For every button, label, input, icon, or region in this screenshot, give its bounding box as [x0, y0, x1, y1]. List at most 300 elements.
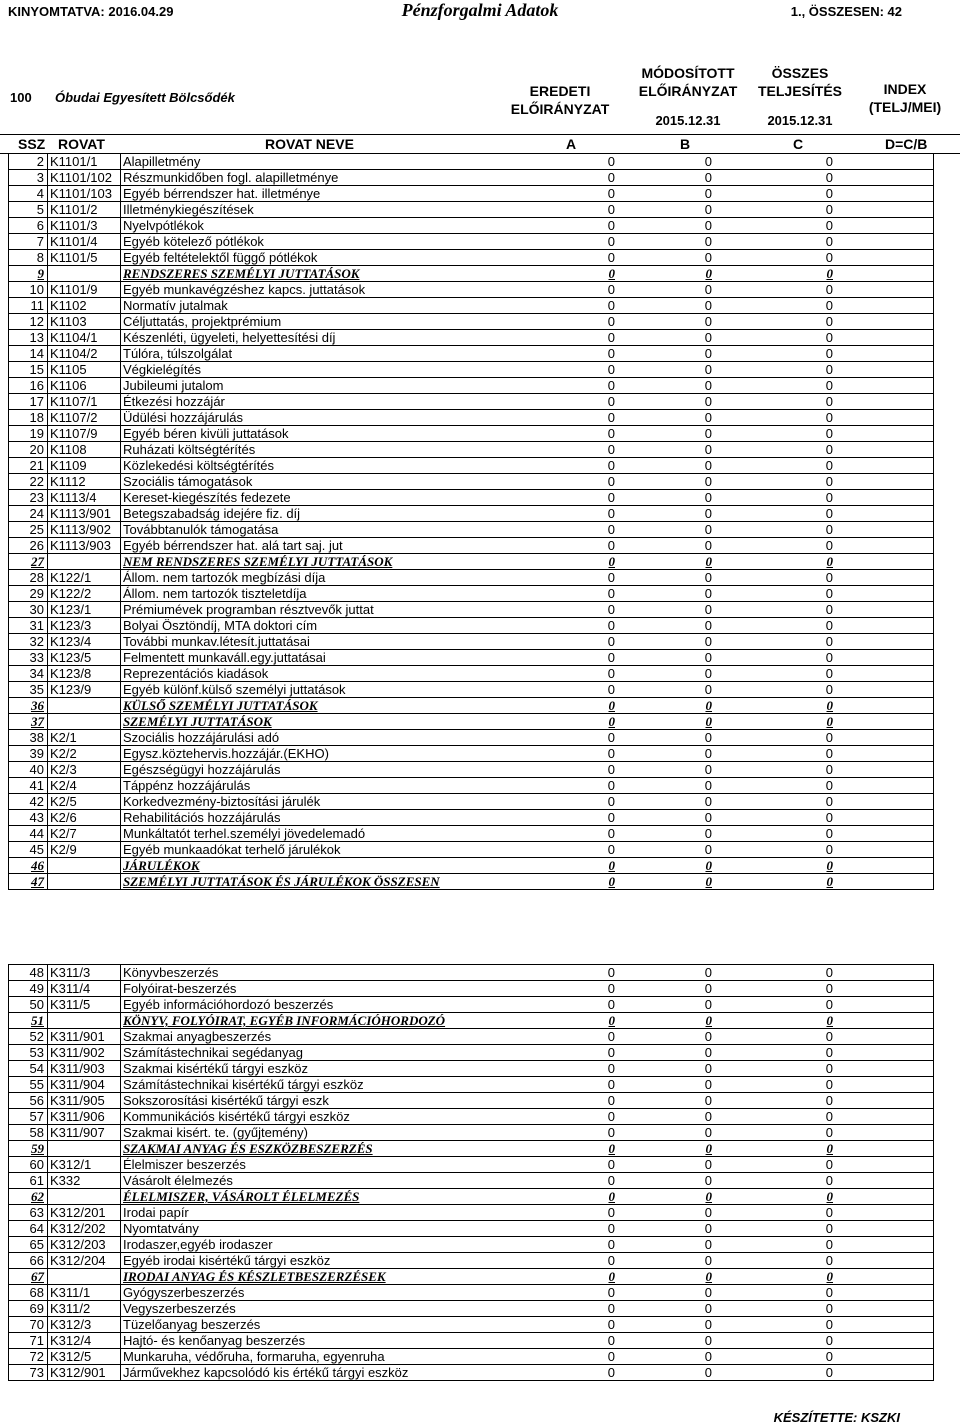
table-row [9, 522, 934, 538]
rovat-code: K2/5 [48, 794, 121, 810]
rovat-code: K2/4 [48, 778, 121, 794]
rovat-code [48, 874, 121, 890]
rovat-code: K1113/901 [48, 506, 121, 522]
value-a: 0 [455, 218, 615, 234]
value-c: 0 [712, 618, 833, 634]
rovat-code: K1106 [48, 378, 121, 394]
value-d [833, 1013, 934, 1029]
summary-row [9, 1141, 934, 1157]
col-modositott-line1: MÓDOSÍTOTT [641, 65, 735, 81]
rovat-code: K1101/5 [48, 250, 121, 266]
print-date: KINYOMTATVA: 2016.04.29 [8, 4, 174, 19]
value-d [833, 266, 934, 282]
rovat-name: Rehabilitációs hozzájárulás [121, 810, 456, 826]
value-a: 0 [455, 170, 615, 186]
value-d [833, 1061, 934, 1077]
value-b: 0 [615, 762, 712, 778]
value-c: 0 [712, 1349, 833, 1365]
row-number: 49 [9, 981, 48, 997]
row-number: 69 [9, 1301, 48, 1317]
value-b: 0 [615, 714, 712, 730]
value-a: 0 [455, 1237, 615, 1253]
rovat-code: K1108 [48, 442, 121, 458]
value-b: 0 [615, 730, 712, 746]
value-c: 0 [712, 634, 833, 650]
value-b: 0 [615, 1157, 712, 1173]
value-d [833, 1141, 934, 1157]
table-row [9, 442, 934, 458]
table-row [9, 234, 934, 250]
value-a: 0 [455, 858, 615, 874]
value-d [833, 1365, 934, 1381]
rovat-name: Vegyszerbeszerzés [121, 1301, 456, 1317]
table-row [9, 394, 934, 410]
value-a: 0 [455, 202, 615, 218]
rovat-name: Egyéb információhordozó beszerzés [121, 997, 456, 1013]
table-row [9, 810, 934, 826]
value-a: 0 [455, 1221, 615, 1237]
value-c: 0 [712, 570, 833, 586]
value-a: 0 [455, 1253, 615, 1269]
row-number: 30 [9, 602, 48, 618]
row-number: 58 [9, 1125, 48, 1141]
row-number: 39 [9, 746, 48, 762]
rovat-name: Folyóirat-beszerzés [121, 981, 456, 997]
value-c: 0 [712, 1189, 833, 1205]
value-d [833, 330, 934, 346]
rovat-name: SZAKMAI ANYAG ÉS ESZKÖZBESZERZÉS [121, 1141, 456, 1157]
value-d [833, 1157, 934, 1173]
value-b: 0 [615, 202, 712, 218]
value-b: 0 [615, 1221, 712, 1237]
col-osszes-header [740, 64, 860, 130]
row-number: 28 [9, 570, 48, 586]
value-c: 0 [712, 810, 833, 826]
row-number: 24 [9, 506, 48, 522]
value-b: 0 [615, 1061, 712, 1077]
value-a: 0 [455, 1205, 615, 1221]
row-number: 42 [9, 794, 48, 810]
value-b: 0 [615, 618, 712, 634]
value-b: 0 [615, 965, 712, 981]
value-c: 0 [712, 1333, 833, 1349]
value-b: 0 [615, 778, 712, 794]
value-d [833, 997, 934, 1013]
value-c: 0 [712, 826, 833, 842]
value-d [833, 618, 934, 634]
rovat-code: K311/5 [48, 997, 121, 1013]
rovat-code: K2/9 [48, 842, 121, 858]
col-rovat: ROVAT [58, 136, 105, 152]
value-d [833, 1333, 934, 1349]
rovat-name: Prémiumévek programban résztvevők juttat [121, 602, 456, 618]
rovat-name: Egyéb bérrendszer hat. illetménye [121, 186, 456, 202]
value-a: 0 [455, 586, 615, 602]
value-c: 0 [712, 330, 833, 346]
rovat-code: K311/906 [48, 1109, 121, 1125]
value-c: 0 [712, 1125, 833, 1141]
value-d [833, 298, 934, 314]
value-b: 0 [615, 1173, 712, 1189]
rovat-name: Túlóra, túlszolgálat [121, 346, 456, 362]
value-b: 0 [615, 1205, 712, 1221]
rovat-name: Számítástechnikai segédanyag [121, 1045, 456, 1061]
value-d [833, 410, 934, 426]
rovat-code [48, 1013, 121, 1029]
rovat-code [48, 266, 121, 282]
value-b: 0 [615, 362, 712, 378]
row-number: 35 [9, 682, 48, 698]
table-row [9, 250, 934, 266]
row-number: 55 [9, 1077, 48, 1093]
institution-number: 100 [10, 90, 32, 105]
table-row [9, 997, 934, 1013]
rovat-name: Szakmai kisért. te. (gyűjtemény) [121, 1125, 456, 1141]
value-d [833, 202, 934, 218]
row-number: 72 [9, 1349, 48, 1365]
value-c: 0 [712, 298, 833, 314]
value-a: 0 [455, 298, 615, 314]
rovat-code: K311/903 [48, 1061, 121, 1077]
rovat-code [48, 714, 121, 730]
value-d [833, 170, 934, 186]
row-number: 50 [9, 997, 48, 1013]
value-d [833, 1221, 934, 1237]
value-d [833, 858, 934, 874]
rovat-name: Táppénz hozzájárulás [121, 778, 456, 794]
value-d [833, 1045, 934, 1061]
rovat-code: K122/1 [48, 570, 121, 586]
summary-row [9, 698, 934, 714]
value-c: 0 [712, 682, 833, 698]
value-d [833, 506, 934, 522]
value-b: 0 [615, 458, 712, 474]
value-b: 0 [615, 997, 712, 1013]
row-number: 70 [9, 1317, 48, 1333]
value-b: 0 [615, 826, 712, 842]
row-number: 19 [9, 426, 48, 442]
rovat-name: Állom. nem tartozók megbízási díja [121, 570, 456, 586]
table-row [9, 650, 934, 666]
value-a: 0 [455, 522, 615, 538]
rovat-code: K2/3 [48, 762, 121, 778]
row-number: 61 [9, 1173, 48, 1189]
table-row [9, 1029, 934, 1045]
rovat-code: K1103 [48, 314, 121, 330]
value-d [833, 1189, 934, 1205]
value-b: 0 [615, 554, 712, 570]
value-d [833, 1253, 934, 1269]
table-row [9, 1301, 934, 1317]
col-rovat-neve: ROVAT NEVE [265, 136, 354, 152]
value-d [833, 474, 934, 490]
value-a: 0 [455, 442, 615, 458]
row-number: 73 [9, 1365, 48, 1381]
value-c: 0 [712, 586, 833, 602]
value-d [833, 1205, 934, 1221]
value-c: 0 [712, 1045, 833, 1061]
value-c: 0 [712, 522, 833, 538]
value-b: 0 [615, 234, 712, 250]
rovat-code: K312/201 [48, 1205, 121, 1221]
value-c: 0 [712, 1365, 833, 1381]
summary-row [9, 554, 934, 570]
rovat-name: Jubileumi jutalom [121, 378, 456, 394]
rovat-name: Céljuttatás, projektprémium [121, 314, 456, 330]
row-number: 4 [9, 186, 48, 202]
value-c: 0 [712, 965, 833, 981]
col-eredeti-header [500, 82, 620, 118]
value-c: 0 [712, 602, 833, 618]
value-b: 0 [615, 842, 712, 858]
table-row [9, 298, 934, 314]
table-row [9, 202, 934, 218]
row-number: 54 [9, 1061, 48, 1077]
value-c: 0 [712, 458, 833, 474]
value-c: 0 [712, 202, 833, 218]
value-c: 0 [712, 842, 833, 858]
value-b: 0 [615, 1109, 712, 1125]
row-number: 29 [9, 586, 48, 602]
value-d [833, 1285, 934, 1301]
row-number: 51 [9, 1013, 48, 1029]
table-row [9, 538, 934, 554]
value-c: 0 [712, 874, 833, 890]
row-number: 41 [9, 778, 48, 794]
table-row [9, 746, 934, 762]
value-b: 0 [615, 1269, 712, 1285]
table-row [9, 186, 934, 202]
rovat-code: K312/5 [48, 1349, 121, 1365]
row-number: 8 [9, 250, 48, 266]
value-a: 0 [455, 250, 615, 266]
value-b: 0 [615, 1013, 712, 1029]
value-a: 0 [455, 842, 615, 858]
value-c: 0 [712, 474, 833, 490]
table-row [9, 154, 934, 170]
rovat-name: Vásárolt élelmezés [121, 1173, 456, 1189]
table-row [9, 1365, 934, 1381]
rovat-name: KÖNYV, FOLYÓIRAT, EGYÉB INFORMÁCIÓHORDOZÓ [121, 1013, 456, 1029]
value-d [833, 442, 934, 458]
value-a: 0 [455, 874, 615, 890]
rovat-code: K1107/1 [48, 394, 121, 410]
rovat-name: Reprezentációs kiadások [121, 666, 456, 682]
rovat-name: Szakmai kisértékű tárgyi eszköz [121, 1061, 456, 1077]
table-row [9, 378, 934, 394]
value-c: 0 [712, 1253, 833, 1269]
value-c: 0 [712, 186, 833, 202]
table-row [9, 1317, 934, 1333]
rovat-name: JÁRULÉKOK [121, 858, 456, 874]
rovat-code: K123/8 [48, 666, 121, 682]
row-number: 22 [9, 474, 48, 490]
value-a: 0 [455, 682, 615, 698]
col-modositott-date: 2015.12.31 [655, 113, 721, 128]
table-row [9, 1093, 934, 1109]
value-a: 0 [455, 282, 615, 298]
rovat-code: K1104/2 [48, 346, 121, 362]
table-row [9, 682, 934, 698]
value-d [833, 965, 934, 981]
value-d [833, 981, 934, 997]
value-b: 0 [615, 666, 712, 682]
table-row [9, 170, 934, 186]
value-c: 0 [712, 250, 833, 266]
value-a: 0 [455, 1349, 615, 1365]
row-number: 27 [9, 554, 48, 570]
value-b: 0 [615, 474, 712, 490]
value-c: 0 [712, 1285, 833, 1301]
rovat-name: Bolyai Ösztöndíj, MTA doktori cím [121, 618, 456, 634]
value-d [833, 1173, 934, 1189]
table-row [9, 282, 934, 298]
row-number: 25 [9, 522, 48, 538]
value-d [833, 810, 934, 826]
row-number: 37 [9, 714, 48, 730]
row-number: 23 [9, 490, 48, 506]
value-a: 0 [455, 730, 615, 746]
table-row [9, 346, 934, 362]
value-d [833, 346, 934, 362]
table-row [9, 618, 934, 634]
rovat-code: K1113/902 [48, 522, 121, 538]
rovat-code: K123/1 [48, 602, 121, 618]
table-row [9, 666, 934, 682]
value-c: 0 [712, 538, 833, 554]
rovat-code: K332 [48, 1173, 121, 1189]
value-d [833, 234, 934, 250]
value-c: 0 [712, 426, 833, 442]
value-a: 0 [455, 538, 615, 554]
row-number: 26 [9, 538, 48, 554]
rovat-name: Egyéb béren kivüli juttatások [121, 426, 456, 442]
value-d [833, 698, 934, 714]
rovat-code: K123/4 [48, 634, 121, 650]
rovat-code: K311/904 [48, 1077, 121, 1093]
table-row [9, 314, 934, 330]
value-a: 0 [455, 1109, 615, 1125]
rovat-code: K312/3 [48, 1317, 121, 1333]
row-number: 11 [9, 298, 48, 314]
value-c: 0 [712, 746, 833, 762]
value-c: 0 [712, 266, 833, 282]
page-counter: 1., ÖSSZESEN: 42 [790, 4, 902, 19]
rovat-code: K2/1 [48, 730, 121, 746]
rovat-name: További munkav.létesít.juttatásai [121, 634, 456, 650]
value-d [833, 746, 934, 762]
value-d [833, 522, 934, 538]
value-c: 0 [712, 1013, 833, 1029]
rovat-code: K312/1 [48, 1157, 121, 1173]
row-number: 10 [9, 282, 48, 298]
value-a: 0 [455, 1061, 615, 1077]
value-c: 0 [712, 1317, 833, 1333]
row-number: 18 [9, 410, 48, 426]
table-row [9, 1333, 934, 1349]
value-b: 0 [615, 266, 712, 282]
row-number: 65 [9, 1237, 48, 1253]
value-a: 0 [455, 746, 615, 762]
value-a: 0 [455, 186, 615, 202]
value-a: 0 [455, 1285, 615, 1301]
rovat-code: K122/2 [48, 586, 121, 602]
rovat-code: K312/202 [48, 1221, 121, 1237]
value-b: 0 [615, 346, 712, 362]
table-row [9, 634, 934, 650]
summary-row [9, 1189, 934, 1205]
value-a: 0 [455, 410, 615, 426]
value-c: 0 [712, 858, 833, 874]
row-number: 59 [9, 1141, 48, 1157]
value-d [833, 394, 934, 410]
row-number: 13 [9, 330, 48, 346]
col-index-line2: (TELJ/MEI) [868, 99, 942, 115]
rovat-name: Állom. nem tartozók tiszteletdíja [121, 586, 456, 602]
table-row [9, 1061, 934, 1077]
value-b: 0 [615, 442, 712, 458]
rovat-name: Végkielégítés [121, 362, 456, 378]
value-b: 0 [615, 218, 712, 234]
row-number: 46 [9, 858, 48, 874]
col-c: C [793, 136, 804, 152]
value-c: 0 [712, 1205, 833, 1221]
row-number: 12 [9, 314, 48, 330]
value-d [833, 634, 934, 650]
rovat-name: Járművekhez kapcsolódó kis értékű tárgyi eszköz [121, 1365, 456, 1381]
row-number: 31 [9, 618, 48, 634]
value-a: 0 [455, 618, 615, 634]
value-a: 0 [455, 1301, 615, 1317]
value-a: 0 [455, 234, 615, 250]
rovat-code: K1101/2 [48, 202, 121, 218]
rovat-name: Egyéb kötelező pótlékok [121, 234, 456, 250]
table-row [9, 602, 934, 618]
value-a: 0 [455, 778, 615, 794]
table-row [9, 1125, 934, 1141]
rovat-name: IRODAI ANYAG ÉS KÉSZLETBESZERZÉSEK [121, 1269, 456, 1285]
value-d [833, 538, 934, 554]
rovat-code: K1105 [48, 362, 121, 378]
value-b: 0 [615, 314, 712, 330]
value-c: 0 [712, 410, 833, 426]
rovat-name: Üdülési hozzájárulás [121, 410, 456, 426]
rovat-code: K311/3 [48, 965, 121, 981]
value-c: 0 [712, 282, 833, 298]
value-c: 0 [712, 1141, 833, 1157]
row-number: 14 [9, 346, 48, 362]
value-d [833, 458, 934, 474]
value-c: 0 [712, 1061, 833, 1077]
table-row [9, 458, 934, 474]
value-a: 0 [455, 1365, 615, 1381]
value-a: 0 [455, 266, 615, 282]
rovat-code: K311/4 [48, 981, 121, 997]
table-row [9, 1205, 934, 1221]
summary-row [9, 266, 934, 282]
value-a: 0 [455, 1317, 615, 1333]
row-number: 71 [9, 1333, 48, 1349]
value-a: 0 [455, 1013, 615, 1029]
value-d [833, 1237, 934, 1253]
value-a: 0 [455, 794, 615, 810]
institution-name: Óbudai Egyesített Bölcsődék [55, 90, 235, 105]
row-number: 52 [9, 1029, 48, 1045]
col-eredeti-line1: EREDETI [529, 83, 591, 99]
value-b: 0 [615, 1077, 712, 1093]
rovat-name: Egyéb feltételektől függő pótlékok [121, 250, 456, 266]
rovat-code: K1101/3 [48, 218, 121, 234]
